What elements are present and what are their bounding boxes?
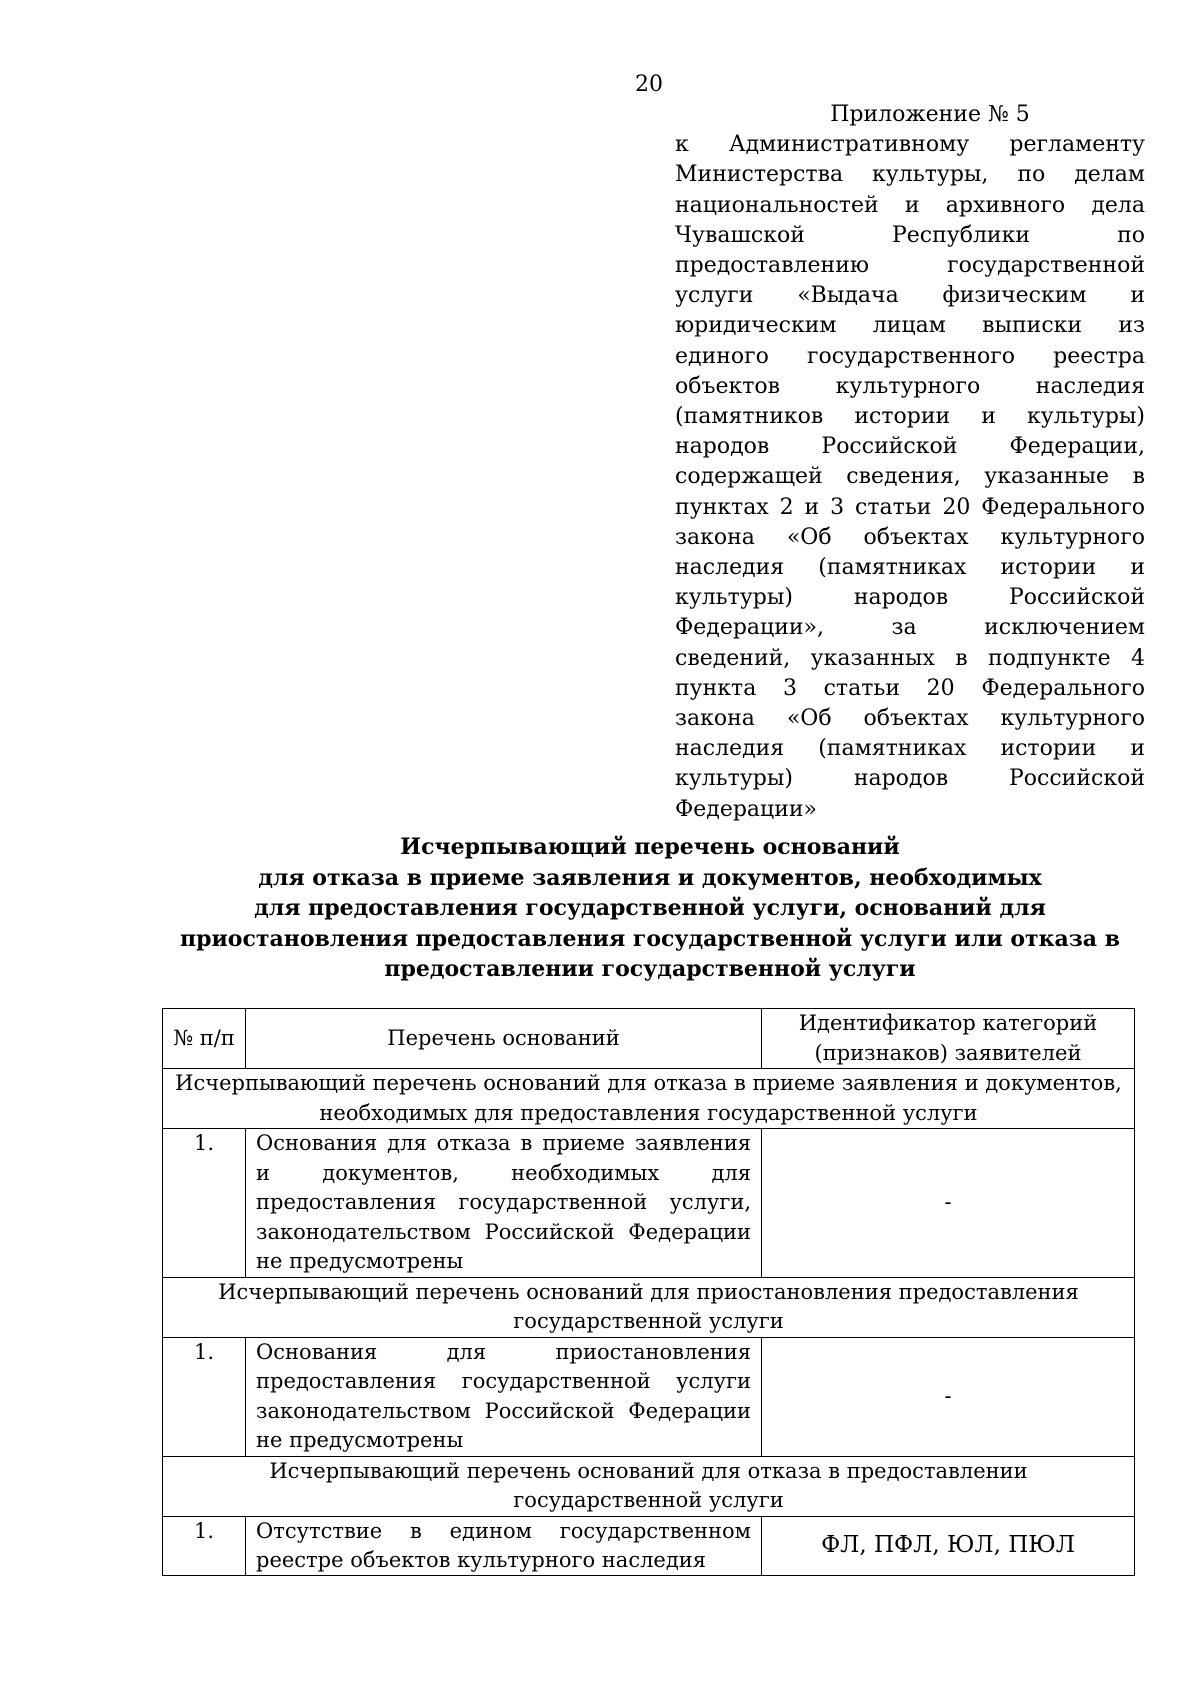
row-num: 1. [163,1337,246,1456]
document-title [160,832,1140,985]
section-heading: Исчерпывающий перечень оснований для отказа в предоставлении государственной услуги [163,1456,1135,1516]
grounds-table [162,1008,1135,1576]
row-grounds-text: Отсутствие в едином государственном реестре объектов культурного наследия [256,1518,751,1572]
table-row [163,1516,1135,1575]
header-identifier: Идентификатор категорий (признаков) заявителей [762,1009,1135,1069]
section-heading: Исчерпывающий перечень оснований для отказа в приеме заявления и документов, необходимых для предоставления государственной услуги [163,1069,1135,1129]
table-row [163,1337,1135,1456]
table-header-row [163,1009,1135,1069]
row-identifier: ФЛ, ПФЛ, ЮЛ, ПЮЛ [762,1516,1135,1575]
section-heading-row [163,1277,1135,1337]
title-line: для отказа в приеме заявления и документов, необходимых [258,864,1042,891]
row-grounds-text: Основания для приостановления предоставления государственной услуги законодательством Российской Федерации не предусмотрены [246,1337,762,1456]
section-heading: Исчерпывающий перечень оснований для приостановления предоставления государственной услуги [163,1277,1135,1337]
title-line: предоставлении государственной услуги [384,956,916,982]
title-line: Исчерпывающий перечень оснований [400,834,900,860]
section-heading-row [163,1456,1135,1516]
row-grounds-cell [246,1516,762,1575]
appendix-text: к Административному регламенту Министерства культуры, по делам национальностей и архивного дела Чувашской Республики по предоставлению государственной услуги «Выдача физическим и юридическим лицам выписки из единого государственного реестра объектов культурного наследия (памятников истории и культуры) народов Российской Федерации, содержащей сведения, указанные в пунктах 2 и 3 статьи 20 Федерального закона «Об объектах культурного наследия (памятниках истории и культуры) народов Российской Федерации», за исключением сведений, указанных в подпункте 4 пункта 3 статьи 20 Федерального закона «Об объектах культурного наследия (памятниках истории и культуры) народов Российской Федерации» [675,132,1145,822]
table-row [163,1129,1135,1278]
title-line: приостановления предоставления государственной услуги или отказа в [179,925,1121,952]
page-number: 20 [635,72,663,97]
appendix-block [675,100,1145,825]
row-num: 1. [163,1516,246,1575]
row-num: 1. [163,1129,246,1278]
section-heading-row [163,1069,1135,1129]
header-num: № п/п [163,1009,246,1069]
appendix-title: Приложение № 5 [830,102,1030,127]
title-line: для предоставления государственной услуги, оснований для [254,895,1046,921]
row-identifier: - [762,1129,1135,1278]
row-grounds-text: Основания для отказа в приеме заявления и документов, необходимых для предоставления государственной услуги, законодательством Российской Федерации не предусмотрены [246,1129,762,1278]
header-grounds: Перечень оснований [246,1009,762,1069]
row-identifier: - [762,1337,1135,1456]
